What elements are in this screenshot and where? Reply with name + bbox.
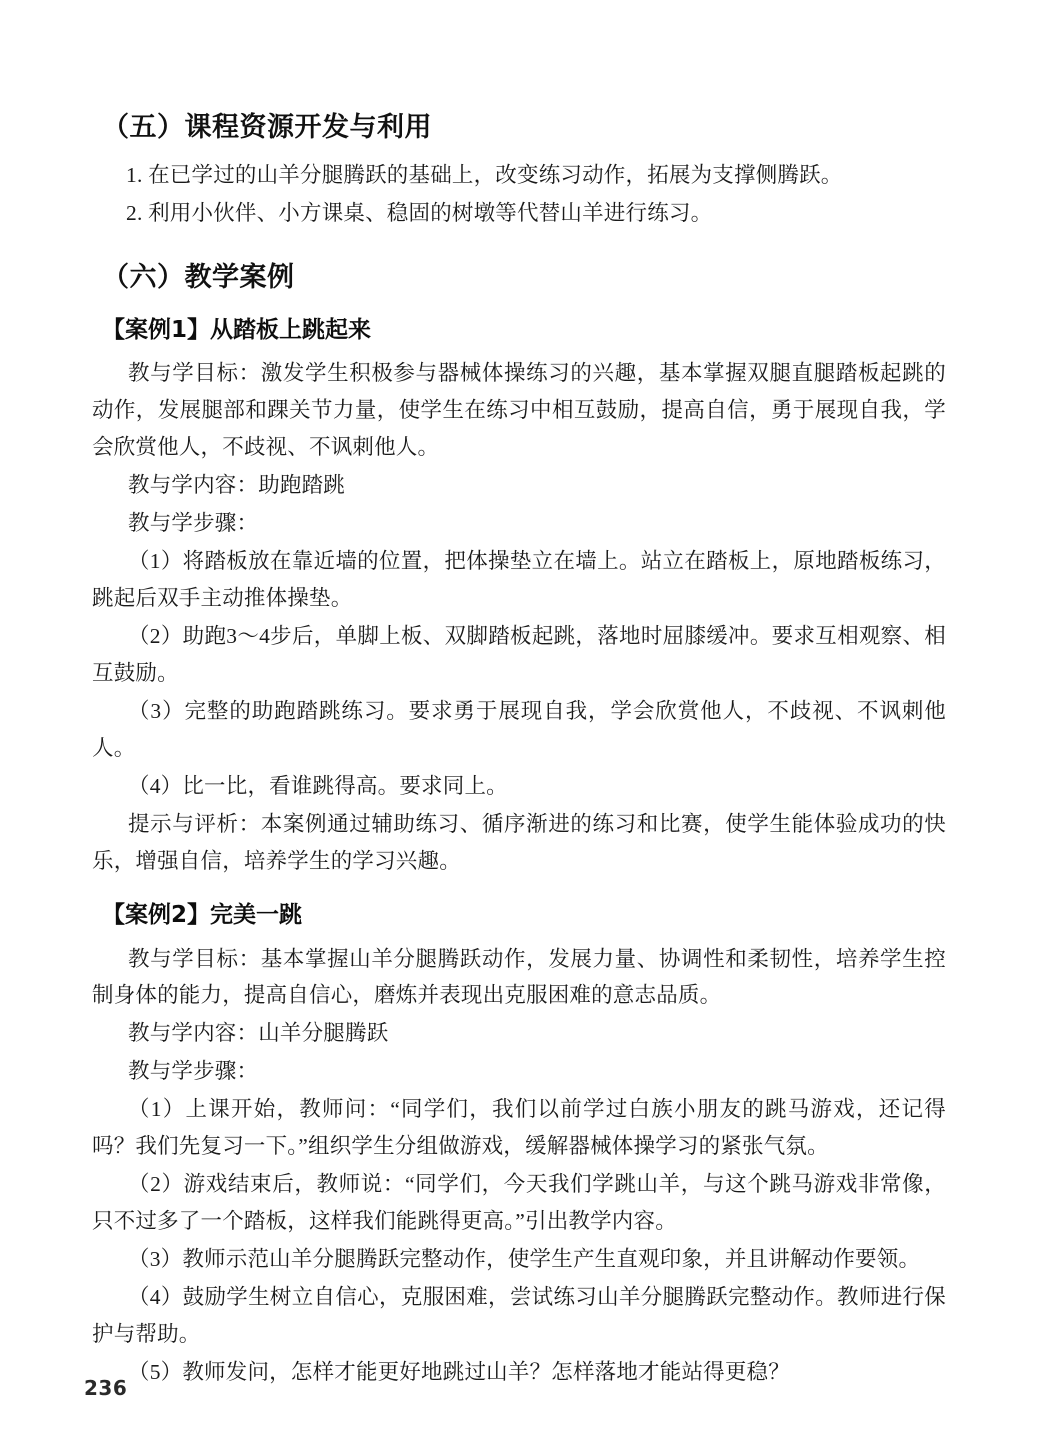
section-heading-resource-development: （五）课程资源开发与利用 <box>102 112 432 143</box>
paragraph: （2）游戏结束后，教师说：“同学们，今天我们学跳山羊，与这个跳马游戏非常像，只不过多了一个踏板，这样我们能跳得更高。”引出教学内容。 <box>92 1172 946 1234</box>
paragraph: 教与学步骤： <box>128 511 259 536</box>
paragraph: （1）上课开始，教师问：“同学们，我们以前学过白族小朋友的跳马游戏，还记得吗？我们先复习一下。”组织学生分组做游戏，缓解器械体操学习的紧张气氛。 <box>92 1097 946 1159</box>
paragraph: 教与学目标：基本掌握山羊分腿腾跃动作，发展力量、协调性和柔韧性，培养学生控制身体的能力，提高自信心，磨炼并表现出克服困难的意志品质。 <box>92 946 946 1008</box>
paragraph: （3）完整的助跑踏跳练习。要求勇于展现自我，学会欣赏他人，不歧视、不讽刺他人。 <box>92 699 946 761</box>
case-title-1: 【案例1】从踏板上跳起来 <box>102 316 372 343</box>
case-title-2: 【案例2】完美一跳 <box>102 902 303 928</box>
list-item: 1. 在已学过的山羊分腿腾跃的基础上，改变练习动作，拓展为支撑侧腾跃。 <box>126 162 843 187</box>
paragraph: 教与学内容：助跑踏跳 <box>128 473 346 498</box>
paragraph: （2）助跑3～4步后，单脚上板、双脚踏板起跳，落地时屈膝缓冲。要求互相观察、相互鼓励。 <box>92 624 946 686</box>
paragraph: 提示与评析：本案例通过辅助练习、循序渐进的练习和比赛，使学生能体验成功的快乐，增强自信，培养学生的学习兴趣。 <box>92 812 946 874</box>
page-number: 236 <box>84 1376 128 1400</box>
paragraph: 教与学步骤： <box>128 1059 259 1084</box>
paragraph: （3）教师示范山羊分腿腾跃完整动作，使学生产生直观印象，并且讲解动作要领。 <box>128 1247 921 1272</box>
paragraph: （1）将踏板放在靠近墙的位置，把体操垫立在墙上。站立在踏板上，原地踏板练习，跳起后双手主动推体操垫。 <box>92 549 946 611</box>
paragraph: 教与学内容：山羊分腿腾跃 <box>128 1021 389 1046</box>
paragraph: （4）鼓励学生树立自信心，克服困难，尝试练习山羊分腿腾跃完整动作。教师进行保护与帮助。 <box>92 1285 946 1347</box>
list-item: 2. 利用小伙伴、小方课桌、稳固的树墩等代替山羊进行练习。 <box>126 201 713 226</box>
paragraph: （5）教师发问，怎样才能更好地跳过山羊？怎样落地才能站得更稳？ <box>128 1360 790 1385</box>
section-heading-teaching-cases: （六）教学案例 <box>102 262 295 294</box>
paragraph: （4）比一比，看谁跳得高。要求同上。 <box>128 774 508 799</box>
paragraph: 教与学目标：激发学生积极参与器械体操练习的兴趣，基本掌握双腿直腿踏板起跳的动作，发展腿部和踝关节力量，使学生在练习中相互鼓励，提高自信，勇于展现自我，学会欣赏他人，不歧视、不讽刺他人。 <box>92 361 946 460</box>
page-content <box>92 108 946 1391</box>
